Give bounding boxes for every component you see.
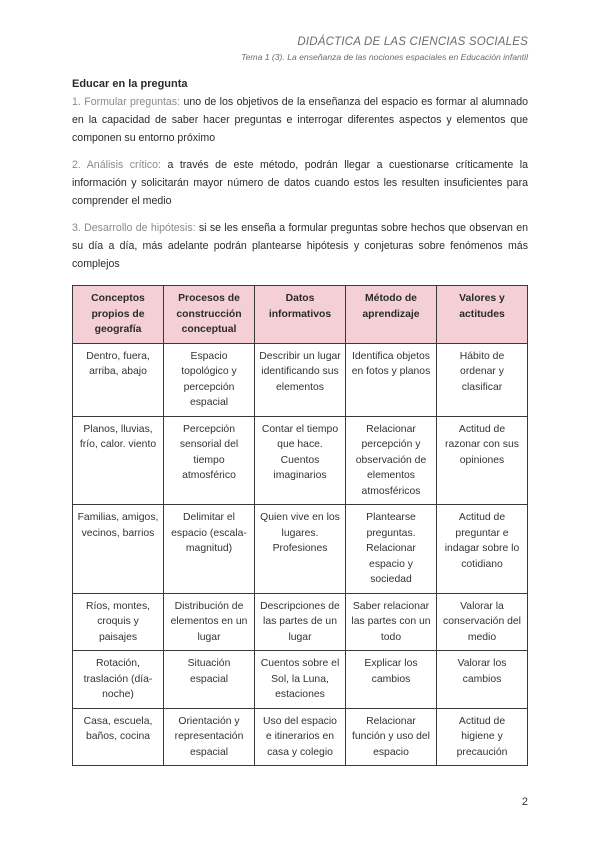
header-subtitle: Tema 1 (3). La enseñanza de las nociones espaciales en Educación infantil — [241, 52, 528, 62]
column-header: Procesos de construcción conceptual — [164, 286, 255, 344]
table-cell: Ríos, montes, croquis y paisajes — [73, 593, 164, 651]
table-cell: Casa, escuela, baños, cocina — [73, 708, 164, 766]
term-label: 3. Desarrollo de hipótesis: — [72, 222, 196, 234]
table-cell: Contar el tiempo que hace. Cuentos imaginarios — [255, 416, 346, 505]
section-title: Educar en la pregunta — [72, 78, 188, 90]
page-number: 2 — [521, 796, 528, 808]
header-title: DIDÁCTICA DE LAS CIENCIAS SOCIALES — [297, 36, 528, 48]
paragraph-analisis-critico — [72, 156, 528, 210]
table-cell: Actitud de higiene y precaución — [437, 708, 528, 766]
table-cell: Plantearse preguntas. Relacionar espacio y sociedad — [346, 505, 437, 594]
table-row — [73, 593, 528, 651]
table-cell: Situación espacial — [164, 651, 255, 709]
paragraph-desarrollo-hipotesis — [72, 219, 528, 273]
table-header-row — [73, 286, 528, 344]
column-header: Datos informativos — [255, 286, 346, 344]
table-cell: Rotación, traslación (día-noche) — [73, 651, 164, 709]
table-cell: Valorar la conservación del medio — [437, 593, 528, 651]
term-label: 1. Formular preguntas: — [72, 96, 181, 108]
table-cell: Actitud de razonar con sus opiniones — [437, 416, 528, 505]
table-cell: Describir un lugar identificando sus elementos — [255, 343, 346, 416]
term-label: 2. Análisis crítico: — [72, 159, 161, 171]
table-cell: Planos, lluvias, frío, calor. viento — [73, 416, 164, 505]
table-cell: Orientación y representación espacial — [164, 708, 255, 766]
table-cell: Percepción sensorial del tiempo atmosférico — [164, 416, 255, 505]
column-header: Conceptos propios de geografía — [73, 286, 164, 344]
table-cell: Relacionar percepción y observación de elementos atmosféricos — [346, 416, 437, 505]
table-cell: Relacionar función y uso del espacio — [346, 708, 437, 766]
table-row — [73, 343, 528, 416]
table-cell: Cuentos sobre el Sol, la Luna, estaciones — [255, 651, 346, 709]
table-cell: Espacio topológico y percepción espacial — [164, 343, 255, 416]
main-content — [72, 78, 528, 766]
table-cell: Uso del espacio e itinerarios en casa y colegio — [255, 708, 346, 766]
table-cell: Quien vive en los lugares. Profesiones — [255, 505, 346, 594]
table-cell: Saber relacionar las partes con un todo — [346, 593, 437, 651]
table-row — [73, 416, 528, 505]
table-cell: Identifica objetos en fotos y planos — [346, 343, 437, 416]
table-row — [73, 708, 528, 766]
table-cell: Distribución de elementos en un lugar — [164, 593, 255, 651]
term-text: si se les enseña a formular preguntas sobre hechos que observan en su día a día, más adelante podrán plantearse hipótesis y conjeturas sobre fenómenos más complejos — [72, 222, 528, 270]
term-text: a través de este método, podrán llegar a cuestionarse críticamente la información y solicitarán mayor número de datos cuando estos les resulten insuficientes para comprender el medio — [72, 159, 529, 207]
table-cell: Familias, amigos, vecinos, barrios — [73, 505, 164, 594]
column-header: Método de aprendizaje — [346, 286, 437, 344]
table-cell: Delimitar el espacio (escala-magnitud) — [164, 505, 255, 594]
table-row — [73, 505, 528, 594]
table-cell: Explicar los cambios — [346, 651, 437, 709]
table-cell: Valorar los cambios — [437, 651, 528, 709]
table-cell: Hábito de ordenar y clasificar — [437, 343, 528, 416]
table-row — [73, 651, 528, 709]
page-header — [241, 36, 528, 62]
concepts-table — [72, 285, 528, 766]
table-cell: Descripciones de las partes de un lugar — [255, 593, 346, 651]
paragraph-formular-preguntas — [72, 93, 528, 147]
table-cell: Actitud de preguntar e indagar sobre lo cotidiano — [437, 505, 528, 594]
term-text: uno de los objetivos de la enseñanza del espacio es formar al alumnado en la capacidad de saber hacer preguntas e interrogar diferentes aspectos y elementos que componen su entorno próximo — [72, 96, 528, 144]
table-cell: Dentro, fuera, arriba, abajo — [73, 343, 164, 416]
column-header: Valores y actitudes — [437, 286, 528, 344]
